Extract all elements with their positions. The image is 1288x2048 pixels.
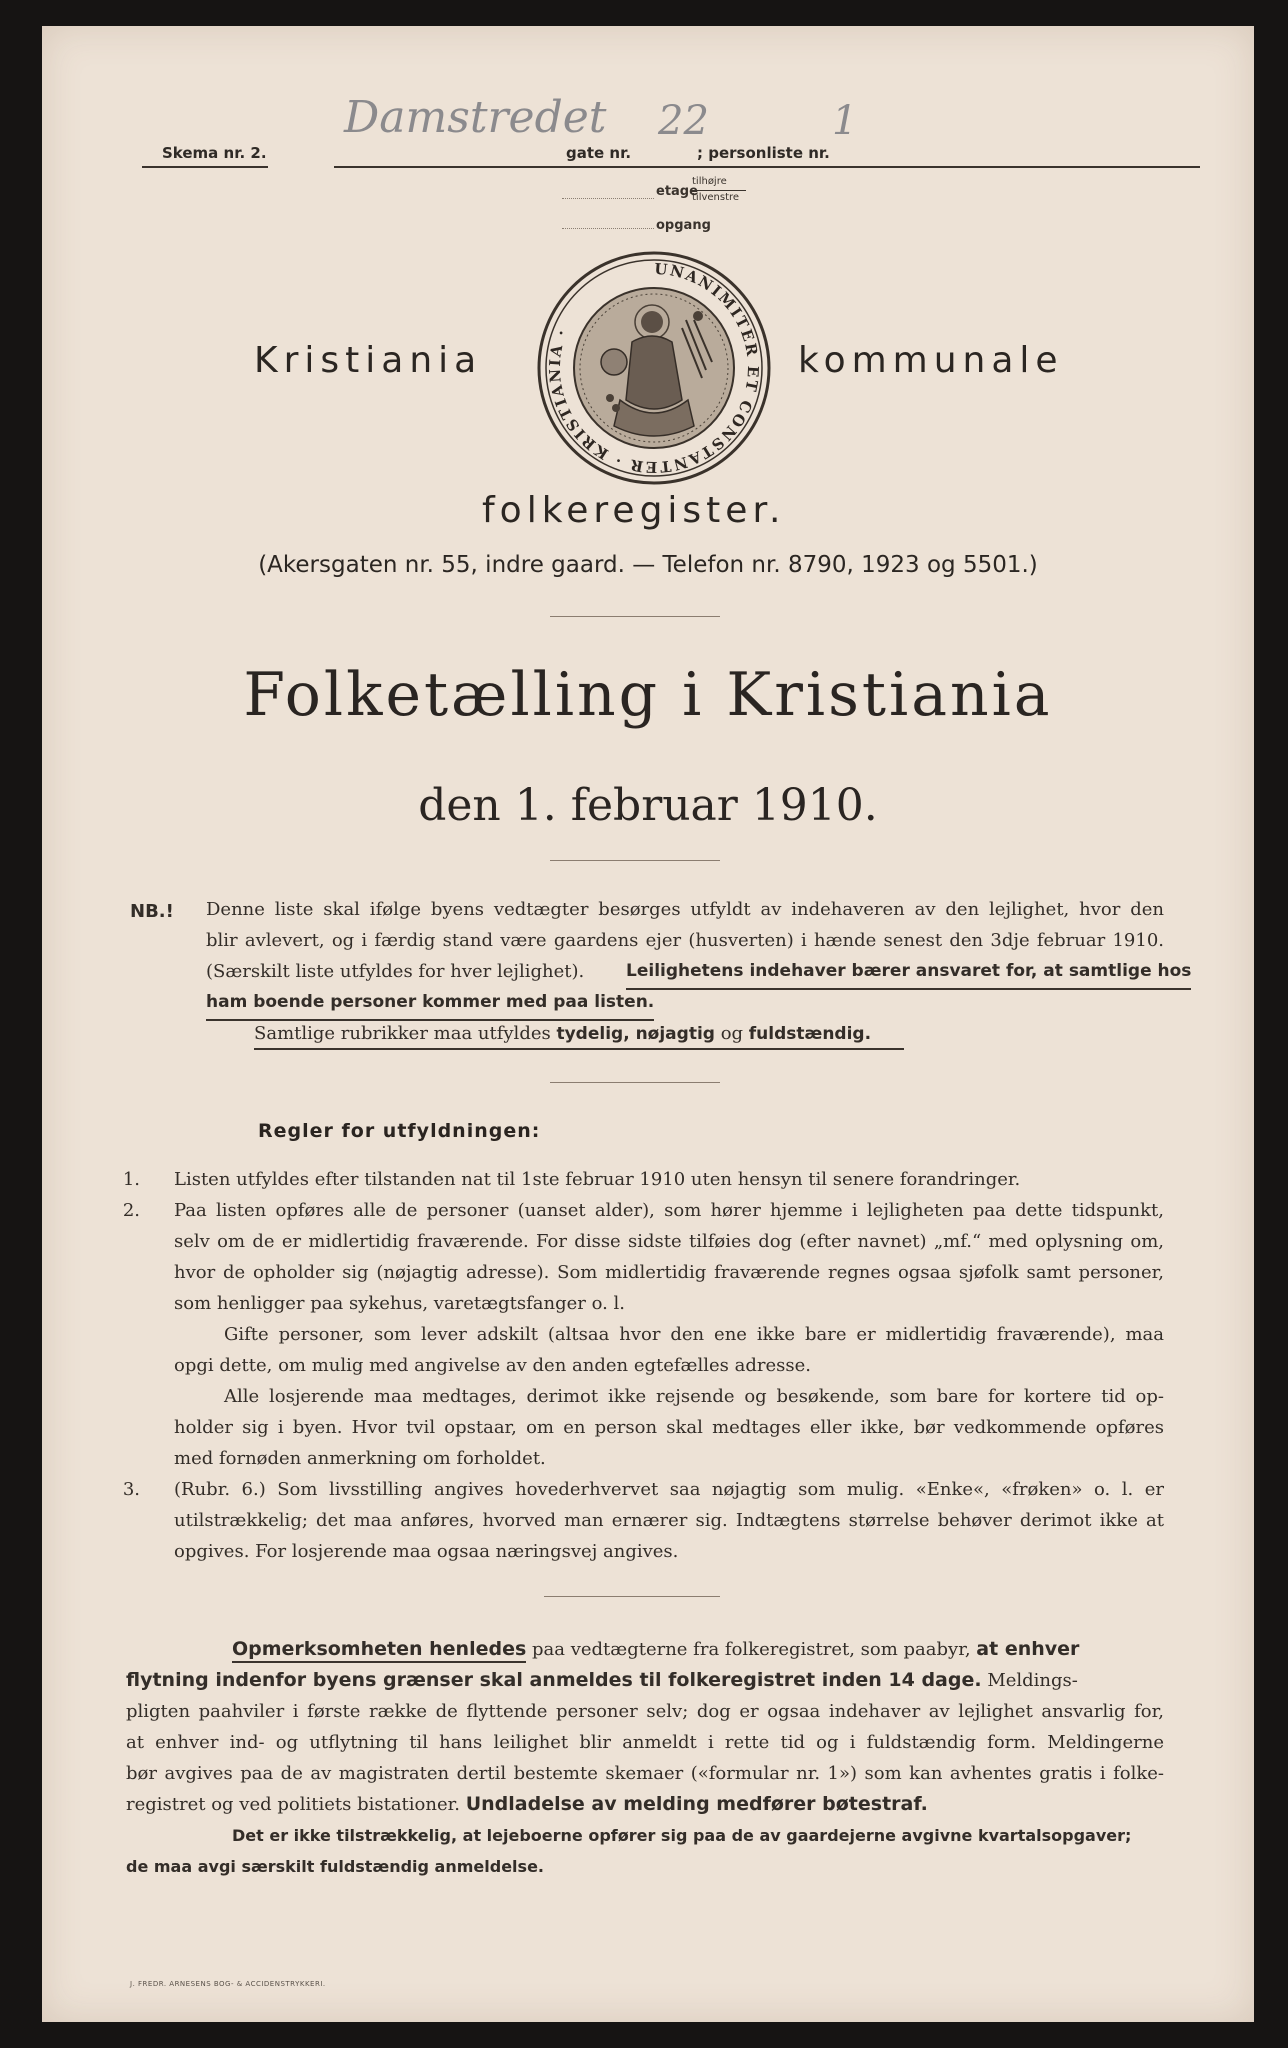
notice-line-6b: Undladelse av melding medfører bøtestraf. [465,1793,928,1815]
handwritten-personliste-number: 1 [832,98,858,144]
kommunale-word: kommunale [798,340,1064,381]
notice-line-1b: paa vedtægterne fra folkeregistret, som paabyr, [532,1639,971,1660]
handwritten-street: Damstredet [344,92,607,143]
separator-4 [544,1596,720,1597]
notice-line-7: Det er ikke tilstrækkelig, at lejeboerne opfører sig paa de av gaardejerne avgivne kvartalsopgaver; [232,1826,1132,1845]
nb-line-3a: (Særskilt liste utfyldes for hver lejlighet). [206,961,585,982]
separator-2 [550,860,720,861]
etage-label: etage [656,184,698,199]
opgang-label: opgang [656,218,711,233]
etage-fraction-bar [692,190,746,191]
nb-line-5c: og [720,1023,744,1044]
notice-line-2a: flytning indenfor byens grænser skal anmeldes til folkeregistret inden 14 dage. [126,1669,982,1691]
handwritten-gate-number: 22 [658,98,709,144]
etage-dotted-line [562,198,654,199]
nb-line-3b: Leilighetens indehaver bærer ansvaret for, at samtlige hos [626,956,1191,990]
rules-heading: Regler for utfyldningen: [258,1120,541,1142]
rule-1-number: 1. [122,1169,140,1190]
notice-line-4: at enhver ind- og utflytning til hans leilighet blir anmeldt i rette tid og i fuldstændig form. Meldingerne [126,1732,1164,1753]
office-address: (Akersgaten nr. 55, indre gaard. — Telefon nr. 8790, 1923 og 5501.) [258,552,1038,578]
tilvenstre-label: tilvenstre [692,192,740,203]
folkeregister-word: folkeregister. [482,490,786,531]
tilhojre-label: tilhøjre [692,176,727,187]
rule-2-line-5: Gifte personer, som lever adskilt (altsaa hvor den ene ikke bare er midlertidig fraværende), maa [224,1324,1164,1345]
kristiania-seal [536,250,772,486]
notice-line-1 [232,1634,1079,1665]
rule-3-number: 3. [122,1479,140,1500]
census-form-sheet [42,26,1254,2022]
nb-line-5d: fuldstændig. [748,1024,872,1044]
notice-line-5: bør avgives paa de av magistraten dertil bestemte skemaer («formular nr. 1») som kan avhentes gratis i folke- [126,1763,1164,1784]
rule-2-line-8: holder sig i byen. Hvor tvil opstaar, om en person skal medtages eller ikke, bør vedkommende opføres [174,1417,1164,1438]
notice-line-6a: registret og ved politiets bistationer. [126,1794,460,1815]
nb-line-4: ham boende personer kommer med paa listen. [206,987,654,1021]
rule-2-line-1: Paa listen opføres alle de personer (uanset alder), som hører hjemme i lejligheten paa dette tidspunkt, [174,1200,1164,1221]
notice-line-8: de maa avgi særskilt fuldstændig anmeldelse. [126,1857,544,1876]
rule-2-line-6: opgi dette, om mulig med angivelse av den anden egtefælles adresse. [174,1355,811,1376]
notice-line-2 [126,1665,1078,1696]
svg-text:UNANIMITER ET CONSTANTER · KRI: UNANIMITER ET CONSTANTER · KRISTIANIA · [545,259,763,477]
notice-line-2b: Meldings- [987,1670,1078,1691]
rule-3-line-2: utilstrækkelig; det maa anføres, hvorved man ernærer sig. Indtægtens størrelse behøver derimot ikke at [174,1510,1164,1531]
skema-underline [142,166,268,168]
nb-line-5b: tydelig, nøjagtig [556,1024,715,1044]
rule-3-line-3: opgives. For losjerende maa ogsaa næringsvej angives. [174,1541,679,1562]
opgang-dotted-line [562,228,654,229]
census-title: Folketælling i Kristiania [243,660,1053,730]
header-underline [334,166,1200,168]
separator-1 [550,616,720,617]
skema-label: Skema nr. 2. [162,144,267,162]
rule-2-line-9: med fornøden anmerkning om forholdet. [174,1448,546,1469]
printer-imprint: J. FREDR. ARNESENS BOG- & ACCIDENSTRYKKERI. [130,1980,326,1988]
gate-label: gate nr. [566,144,632,162]
seal-emblem-icon [536,250,772,486]
nb-line-5a: Samtlige rubrikker maa utfyldes [254,1023,551,1044]
rule-1-text: Listen utfyldes efter tilstanden nat til 1ste februar 1910 uten hensyn til senere forandringer. [174,1169,1021,1190]
rule-2-line-7: Alle losjerende maa medtages, derimot ikke rejsende og besøkende, som bare for kortere tid op- [224,1386,1164,1407]
rule-2-line-4: som henligger paa sykehus, varetægtsfanger o. l. [174,1293,626,1314]
nb-line-5 [254,1018,871,1050]
nb-line-5-underline [254,1048,904,1050]
rule-2-line-3: hvor de opholder sig (nøjagtig adresse). Som midlertidig fraværende regnes ogsaa sjøfolk samt personer, [174,1262,1164,1283]
notice-line-1a: Opmerksomheten henledes [232,1638,526,1663]
nb-label: NB.! [130,901,174,922]
rule-2-line-2: selv om de er midlertidig fraværende. For disse sidste tilføies dog (efter navnet) „mf.“ med oplysning om, [174,1231,1164,1252]
nb-line-2: blir avlevert, og i færdig stand være gaardens ejer (husverten) i hænde senest den 3dje februar 1910. [206,930,1164,951]
notice-line-1c: at enhver [976,1638,1080,1660]
separator-3 [550,1082,720,1083]
notice-line-6 [126,1789,928,1820]
notice-line-3: pligten paahviler i første række de flyttende personer selv; dog er ogsaa indehaver av lejlighet ansvarlig for, [126,1701,1164,1722]
rule-2-number: 2. [122,1200,140,1221]
census-date: den 1. februar 1910. [418,780,878,831]
personliste-label: ; personliste nr. [697,144,830,162]
nb-line-1: Denne liste skal ifølge byens vedtægter besørges utfyldt av indehaveren av den lejlighet, hvor den [206,899,1164,920]
rule-3-line-1: (Rubr. 6.) Som livsstilling angives hovederhvervet saa nøjagtig som mulig. «Enke«, «frøken» o. l. er [174,1479,1164,1500]
kristiania-word: Kristiania [254,340,483,381]
